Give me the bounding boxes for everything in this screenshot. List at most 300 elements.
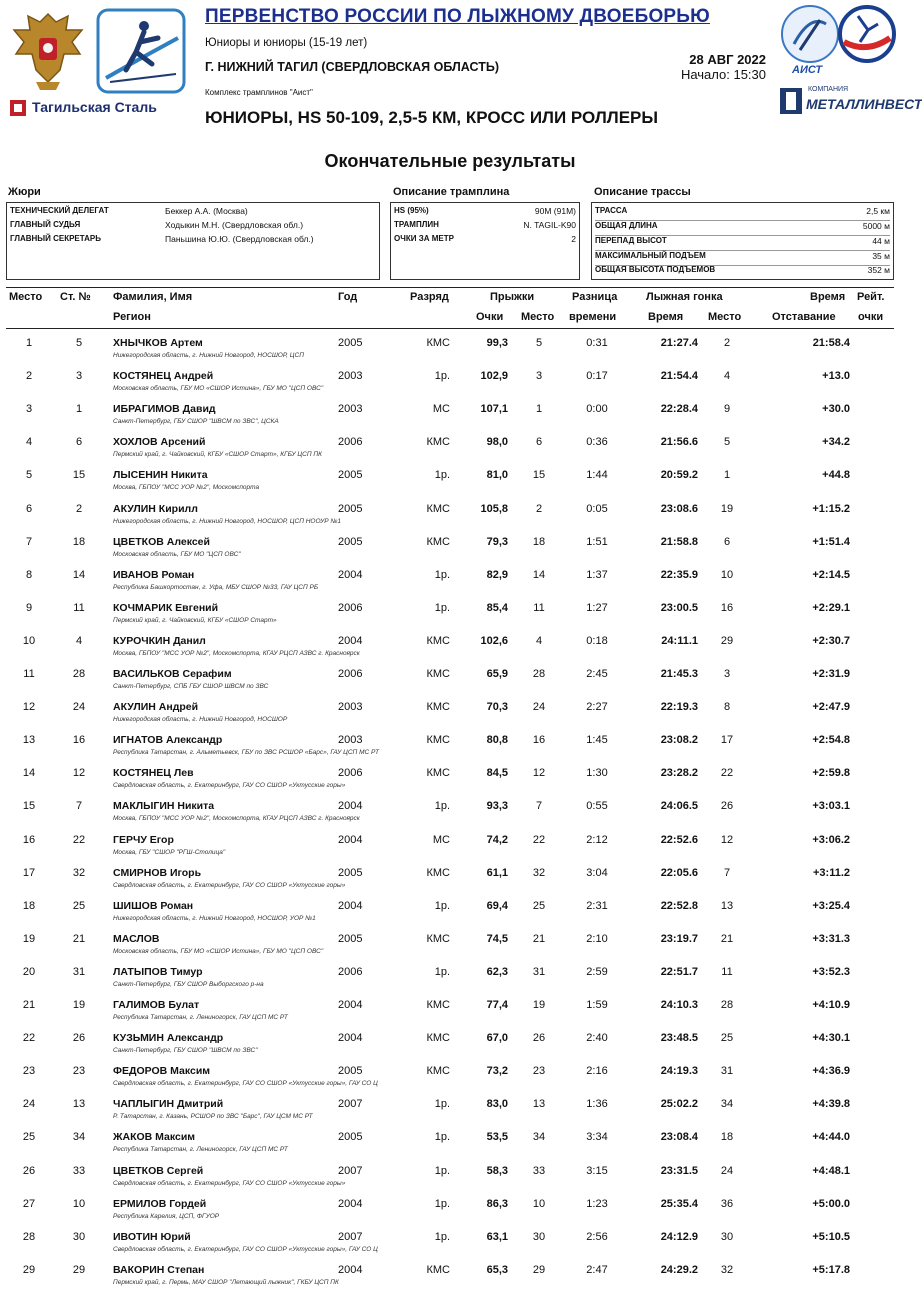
- results-title: Окончательные результаты: [324, 151, 576, 171]
- sport-rank: КМС: [426, 1032, 450, 1045]
- jump-points: 82,9: [486, 568, 508, 581]
- birth-year: 2005: [338, 932, 363, 945]
- col-ski: Лыжная гонка: [646, 291, 723, 303]
- birth-year: 2006: [338, 436, 363, 449]
- trace-value: 2,5 км: [866, 206, 890, 216]
- city: Г. НИЖНИЙ ТАГИЛ (СВЕРДЛОВСКАЯ ОБЛАСТЬ): [205, 60, 500, 74]
- jump-points: 74,5: [486, 932, 508, 945]
- hill-key: ОЧКИ ЗА МЕТР: [394, 234, 454, 243]
- athlete-name: ГАЛИМОВ Булат: [113, 999, 200, 1011]
- ski-time: 22:19.3: [660, 701, 698, 714]
- subtitle: Юниоры и юниоры (15-19 лет): [205, 37, 368, 49]
- jump-points: 70,3: [486, 701, 508, 714]
- sport-rank: 1р.: [434, 1197, 450, 1210]
- ski-time: 23:08.2: [660, 734, 698, 747]
- table-row: [0, 1260, 900, 1293]
- time-difference: 1:45: [586, 734, 608, 747]
- birth-year: 2003: [338, 701, 363, 714]
- jump-points: 63,1: [486, 1230, 508, 1243]
- trace-row: [595, 265, 890, 279]
- birth-year: 2007: [338, 1230, 363, 1243]
- time-difference: 1:36: [586, 1098, 608, 1111]
- jump-place: 4: [535, 634, 543, 647]
- birth-year: 2006: [338, 601, 363, 614]
- birth-year: 2007: [338, 1164, 363, 1177]
- jump-points: 93,3: [486, 800, 508, 813]
- birth-year: 2006: [338, 668, 363, 680]
- col-jumps: Прыжки: [490, 291, 535, 303]
- place: 9: [25, 601, 33, 614]
- jump-place: 5: [535, 337, 543, 349]
- athlete-name: КУРОЧКИН Данил: [113, 634, 206, 647]
- col-ski-place: Место: [708, 311, 742, 323]
- athlete-region: Москва, ГБУ "СШОР "РГШ-Столица": [113, 848, 226, 856]
- ski-place: 5: [723, 436, 731, 449]
- athlete-name: МАСЛОВ: [113, 932, 160, 945]
- ski-place: 2: [723, 337, 731, 349]
- time-difference: 1:27: [586, 601, 608, 614]
- table-row: [0, 333, 900, 366]
- table-row: [0, 565, 900, 598]
- ski-place: 28: [720, 999, 734, 1011]
- col-bib: Ст. №: [60, 291, 91, 303]
- jump-place: 2: [535, 502, 543, 515]
- trace-key: ТРАССА: [595, 206, 628, 215]
- bib: 5: [75, 337, 83, 349]
- athlete-region: Москва, ГБПОУ "МСС УОР №2", Москомспорта, КГАУ РЦСП АЗВС г. Красноярск: [113, 649, 360, 657]
- ski-time: 23:00.5: [660, 601, 698, 614]
- jump-points: 102,6: [480, 634, 508, 647]
- ski-federation-logo: [96, 8, 186, 94]
- jump-place: 31: [532, 965, 546, 978]
- sport-rank: 1р.: [434, 965, 450, 978]
- sport-rank: КМС: [426, 767, 450, 780]
- athlete-name: ШИШОВ Роман: [113, 899, 194, 912]
- jump-points: 98,0: [486, 436, 508, 449]
- company-label: КОМПАНИЯ: [808, 86, 849, 93]
- table-row: [0, 532, 900, 565]
- birth-year: 2004: [338, 1263, 363, 1276]
- athlete-name: ИБРАГИМОВ Давид: [113, 403, 216, 416]
- place: 6: [25, 502, 33, 515]
- ski-time: 20:59.2: [660, 469, 698, 482]
- birth-year: 2005: [338, 866, 363, 879]
- russia-ski-logo: [838, 4, 896, 66]
- bib: 14: [72, 568, 86, 581]
- ski-place: 19: [720, 502, 734, 515]
- athlete-region: Р. Татарстан, г. Казань, РСШОР по ЗВС "Барс", ГАУ ЦСМ МС РТ: [113, 1113, 313, 1121]
- total-time: +4:44.0: [812, 1131, 850, 1144]
- ski-place: 32: [720, 1263, 734, 1276]
- athlete-name: ЛЫСЕНИН Никита: [113, 469, 208, 482]
- trace-value: 5000 м: [862, 221, 890, 231]
- total-time: +5:10.5: [812, 1230, 850, 1243]
- athlete-name: ЦВЕТКОВ Алексей: [113, 535, 210, 548]
- birth-year: 2003: [338, 734, 363, 747]
- trace-value: 44 м: [872, 236, 890, 246]
- athlete-name: АКУЛИН Кирилл: [113, 502, 198, 515]
- birth-year: 2007: [338, 1098, 363, 1111]
- event-date: 28 АВГ 2022: [689, 52, 766, 67]
- place: 18: [22, 899, 36, 912]
- time-difference: 0:36: [586, 436, 608, 449]
- table-row: [0, 1028, 900, 1061]
- ski-time: 25:35.4: [660, 1197, 698, 1210]
- table-row: [0, 366, 900, 399]
- ski-time: 22:05.6: [660, 866, 698, 879]
- table-row: [0, 730, 900, 763]
- time-difference: 0:18: [586, 634, 608, 647]
- athlete-region: Республика Татарстан, г. Альметьевск, ГБУ по ЗВС РСШОР «Барс», ГАУ ЦСП МС РТ: [113, 749, 379, 757]
- jump-place: 23: [532, 1065, 546, 1078]
- bib: 1: [75, 403, 83, 416]
- place: 22: [22, 1032, 36, 1045]
- trace-key: ПЕРЕПАД ВЫСОТ: [595, 236, 667, 245]
- sport-rank: МС: [432, 403, 450, 416]
- birth-year: 2004: [338, 899, 363, 912]
- ski-time: 23:19.7: [660, 932, 698, 945]
- ski-place: 10: [720, 568, 734, 581]
- athlete-name: ИГНАТОВ Александр: [113, 734, 223, 747]
- athlete-name: СМИРНОВ Игорь: [113, 866, 202, 879]
- table-row: [0, 796, 900, 829]
- place: 2: [25, 370, 33, 383]
- table-row: [0, 863, 900, 896]
- total-time: +4:48.1: [812, 1164, 850, 1177]
- bib: 19: [72, 999, 86, 1011]
- time-difference: 0:05: [586, 502, 608, 515]
- sport-rank: КМС: [426, 932, 450, 945]
- jump-place: 25: [532, 899, 546, 912]
- birth-year: 2004: [338, 999, 363, 1011]
- ski-place: 26: [720, 800, 734, 813]
- total-time: +3:06.2: [812, 833, 850, 846]
- jump-points: 79,3: [486, 535, 508, 548]
- jump-points: 65,3: [486, 1263, 508, 1276]
- ski-place: 18: [720, 1131, 734, 1144]
- jump-place: 21: [532, 932, 546, 945]
- place: 14: [22, 767, 36, 780]
- sport-rank: 1р.: [434, 1098, 450, 1111]
- sport-rank: 1р.: [434, 568, 450, 581]
- table-row: [0, 1061, 900, 1094]
- jump-points: 81,0: [486, 469, 508, 482]
- col-rating: Рейт.: [857, 291, 885, 303]
- birth-year: 2006: [338, 767, 363, 780]
- table-top-rule: [6, 287, 894, 288]
- ski-place: 1: [723, 469, 731, 482]
- place: 17: [22, 866, 36, 879]
- ski-place: 29: [720, 634, 734, 647]
- birth-year: 2004: [338, 634, 363, 647]
- place: 26: [22, 1164, 36, 1177]
- place: 7: [25, 535, 33, 548]
- table-row: [0, 631, 900, 664]
- ski-place: 7: [723, 866, 731, 879]
- bib: 25: [72, 899, 86, 912]
- bib: 3: [75, 370, 83, 383]
- birth-year: 2004: [338, 800, 363, 813]
- coat-of-arms-logo: [6, 8, 90, 94]
- bib: 2: [75, 502, 83, 515]
- sport-rank: 1р.: [434, 800, 450, 813]
- jump-points: 107,1: [480, 403, 508, 416]
- jump-place: 11: [533, 601, 545, 614]
- total-time: +2:54.8: [812, 734, 850, 747]
- jump-place: 33: [532, 1164, 546, 1177]
- page-title: ПЕРВЕНСТВО РОССИИ ПО ЛЫЖНОМУ ДВОЕБОРЬЮ: [205, 6, 710, 27]
- trace-key: МАКСИМАЛЬНЫЙ ПОДЪЕМ: [595, 251, 706, 260]
- ski-time: 21:56.6: [660, 436, 698, 449]
- birth-year: 2005: [338, 1065, 363, 1078]
- jump-points: 58,3: [486, 1164, 508, 1177]
- athlete-name: ВАСИЛЬКОВ Серафим: [113, 668, 232, 680]
- jury-box: [6, 202, 380, 280]
- athlete-region: Свердловская область, г. Екатеринбург, ГАУ СО СШОР «Уктусские горы»: [113, 881, 346, 889]
- sport-rank: КМС: [426, 734, 450, 747]
- total-time: +3:03.1: [812, 800, 850, 813]
- place: 1: [25, 337, 33, 349]
- athlete-region: Республика Карелия, ЦСП, ФГУОР: [113, 1212, 220, 1220]
- col-region: Регион: [113, 311, 151, 323]
- jump-points: 99,3: [486, 337, 508, 349]
- bib: 10: [72, 1197, 86, 1210]
- ski-time: 22:52.6: [660, 833, 698, 846]
- jump-place: 34: [532, 1131, 546, 1144]
- bib: 28: [72, 668, 86, 680]
- athlete-region: Санкт-Петербург, ГБУ СШОР "ШВСМ по ЗВС": [113, 1047, 258, 1055]
- total-time: +13.0: [822, 370, 850, 383]
- jump-points: 102,9: [480, 370, 508, 383]
- sport-rank: КМС: [426, 866, 450, 879]
- place: 3: [25, 403, 33, 416]
- athlete-name: КОЧМАРИК Евгений: [113, 601, 219, 614]
- place: 12: [22, 701, 36, 714]
- athlete-region: Московская область, ГБУ МО «СШОР Истина», ГБУ МО "ЦСП ОВС": [113, 385, 324, 393]
- col-rating-2: очки: [858, 311, 884, 323]
- jury-title: Жюри: [8, 186, 41, 198]
- bib: 22: [72, 833, 86, 846]
- birth-year: 2005: [338, 1131, 363, 1144]
- bib: 33: [72, 1164, 86, 1177]
- ski-place: 34: [720, 1098, 734, 1111]
- bib: 4: [75, 634, 83, 647]
- jury-value: Паньшина Ю.Ю. (Свердловская обл.): [165, 234, 314, 244]
- hill-box: [390, 202, 580, 280]
- ski-time: 24:11.1: [661, 634, 698, 647]
- sport-rank: 1р.: [434, 469, 450, 482]
- jump-points: 67,0: [486, 1032, 508, 1045]
- time-difference: 1:44: [586, 469, 608, 482]
- athlete-region: Нижегородская область, г. Нижний Новгород, НОСШОР, ЦСП: [113, 352, 304, 359]
- hill-key: ТРАМПЛИН: [394, 220, 439, 229]
- ski-place: 25: [720, 1032, 734, 1045]
- table-row: [0, 929, 900, 962]
- bib: 15: [72, 469, 86, 482]
- aist-logo: [780, 4, 840, 82]
- time-difference: 3:04: [586, 866, 608, 879]
- athlete-name: ГЕРЧУ Егор: [113, 833, 174, 846]
- jump-place: 30: [532, 1230, 546, 1243]
- sport-rank: КМС: [426, 1065, 450, 1078]
- trace-key: ОБЩАЯ ВЫСОТА ПОДЪЕМОВ: [595, 265, 716, 274]
- bib: 6: [75, 436, 83, 449]
- place: 11: [23, 668, 35, 680]
- total-time: +30.0: [822, 403, 850, 416]
- col-ski-time: Время: [648, 311, 684, 323]
- jury-value: Ходыкин М.Н. (Свердловская обл.): [165, 220, 304, 230]
- athlete-name: ЕРМИЛОВ Гордей: [113, 1197, 207, 1210]
- trace-row: [595, 236, 890, 251]
- birth-year: 2005: [338, 502, 363, 515]
- time-difference: 0:17: [586, 370, 608, 383]
- birth-year: 2003: [338, 370, 363, 383]
- ski-time: 22:35.9: [660, 568, 698, 581]
- athlete-name: ХОХЛОВ Арсений: [113, 436, 206, 449]
- col-year: Год: [338, 291, 358, 303]
- place: 28: [22, 1230, 36, 1243]
- athlete-region: Свердловская область, г. Екатеринбург, ГАУ СО СШОР «Уктусские горы», ГАУ СО Ц: [113, 1245, 378, 1253]
- total-time: +3:52.3: [812, 965, 850, 978]
- jump-points: 69,4: [486, 899, 508, 912]
- time-difference: 0:55: [586, 800, 608, 813]
- trace-row: [595, 251, 890, 266]
- sport-rank: 1р.: [434, 601, 450, 614]
- table-row: [0, 1194, 900, 1227]
- col-total: Время: [810, 291, 846, 303]
- place: 25: [22, 1131, 36, 1144]
- sport-rank: КМС: [426, 337, 450, 349]
- time-difference: 2:47: [586, 1263, 608, 1276]
- time-difference: 1:30: [586, 767, 608, 780]
- ski-place: 8: [723, 701, 731, 714]
- sport-rank: КМС: [426, 436, 450, 449]
- sport-rank: КМС: [426, 999, 450, 1011]
- jump-place: 12: [532, 767, 546, 780]
- ski-time: 22:52.8: [660, 899, 698, 912]
- time-difference: 3:15: [586, 1164, 608, 1177]
- table-row: [0, 1127, 900, 1160]
- athlete-region: Санкт-Петербург, ГБУ СШОР "ШВСМ по ЗВС", ЦСКА: [113, 418, 279, 426]
- jury-key: ГЛАВНЫЙ СЕКРЕТАРЬ: [10, 234, 101, 243]
- bib: 24: [72, 701, 86, 714]
- jump-points: 80,8: [486, 734, 508, 747]
- sport-rank: 1р.: [434, 1230, 450, 1243]
- sport-rank: 1р.: [434, 1131, 450, 1144]
- jump-place: 16: [532, 734, 546, 747]
- jump-place: 28: [532, 668, 546, 680]
- total-time: +3:31.3: [812, 932, 850, 945]
- time-difference: 1:23: [586, 1197, 608, 1210]
- sport-rank: КМС: [426, 634, 450, 647]
- jump-place: 14: [532, 568, 546, 581]
- ski-place: 36: [720, 1197, 734, 1210]
- athlete-name: АКУЛИН Андрей: [113, 701, 199, 714]
- birth-year: 2004: [338, 1032, 363, 1045]
- hill-key: HS (95%): [394, 206, 429, 215]
- athlete-region: Москва, ГБПОУ "МСС УОР №2", Москомспорта: [113, 484, 260, 492]
- time-difference: 0:31: [586, 337, 608, 349]
- athlete-region: Москва, ГБПОУ "МСС УОР №2", Москомспорта, КГАУ РЦСП АЗВС г. Красноярск: [113, 815, 360, 823]
- bib: 13: [72, 1098, 86, 1111]
- athlete-region: Свердловская область, г. Екатеринбург, ГАУ СО СШОР «Уктусские горы»: [113, 1179, 346, 1187]
- athlete-region: Нижегородская область, г. Нижний Новгород, НОСШОР: [113, 716, 288, 724]
- col-name: Фамилия, Имя: [113, 291, 193, 303]
- trace-row: [595, 206, 890, 221]
- hill-row: [394, 220, 576, 234]
- jump-points: 74,2: [486, 833, 508, 846]
- ski-time: 24:06.5: [660, 800, 698, 813]
- sport-rank: КМС: [426, 701, 450, 714]
- athlete-name: ВАКОРИН Степан: [113, 1263, 205, 1276]
- birth-year: 2004: [338, 568, 363, 581]
- bib: 7: [75, 800, 83, 813]
- athlete-region: Республика Татарстан, г. Лениногорск, ГАУ ЦСП МС РТ: [113, 1146, 288, 1154]
- table-row: [0, 1227, 900, 1260]
- ski-time: 24:19.3: [660, 1065, 698, 1078]
- athlete-region: Санкт-Петербург, ГБУ СШОР Выборгского р-на: [113, 980, 264, 988]
- athlete-region: Нижегородская область, г. Нижний Новгород, НОСШОР, ЦСП НООУР №1: [113, 517, 342, 525]
- athlete-name: ФЕДОРОВ Максим: [113, 1065, 211, 1078]
- place: 19: [22, 932, 36, 945]
- jump-place: 29: [532, 1263, 546, 1276]
- place: 13: [22, 734, 36, 747]
- time-difference: 2:45: [586, 668, 608, 680]
- col-place: Место: [9, 291, 43, 303]
- ski-time: 24:10.3: [660, 999, 698, 1011]
- bib: 12: [72, 767, 86, 780]
- bib: 29: [72, 1263, 86, 1276]
- table-row: [0, 1161, 900, 1194]
- table-row: [0, 697, 900, 730]
- time-difference: 2:31: [586, 899, 608, 912]
- ski-place: 11: [721, 965, 733, 978]
- jump-place: 18: [532, 535, 546, 548]
- total-time: +4:36.9: [812, 1065, 850, 1078]
- jump-place: 10: [532, 1197, 546, 1210]
- jury-key: ТЕХНИЧЕСКИЙ ДЕЛЕГАТ: [10, 206, 109, 215]
- trace-key: ОБЩАЯ ДЛИНА: [595, 221, 658, 230]
- sport-rank: КМС: [426, 1263, 450, 1276]
- birth-year: 2003: [338, 403, 363, 416]
- table-row: [0, 763, 900, 796]
- time-difference: 1:37: [586, 568, 608, 581]
- ski-place: 3: [723, 668, 731, 680]
- jump-place: 3: [535, 370, 543, 383]
- jump-points: 84,5: [486, 767, 508, 780]
- athlete-region: Пермский край, г. Пермь, МАУ СШОР "Летающий лыжник", ГКБУ ЦСП ПК: [113, 1278, 339, 1286]
- col-diff-2: времени: [569, 311, 617, 323]
- jump-points: 53,5: [486, 1131, 508, 1144]
- jury-value: Беккер А.А. (Москва): [165, 206, 248, 216]
- jump-place: 32: [532, 866, 546, 879]
- ski-time: 23:31.5: [660, 1164, 698, 1177]
- sport-rank: 1р.: [434, 1164, 450, 1177]
- sport-rank: 1р.: [434, 370, 450, 383]
- place: 21: [22, 999, 36, 1011]
- birth-year: 2005: [338, 337, 363, 349]
- ski-time: 23:28.2: [660, 767, 698, 780]
- ski-time: 25:02.2: [660, 1098, 698, 1111]
- hill-row: [394, 206, 576, 220]
- jump-points: 86,3: [486, 1197, 508, 1210]
- jump-place: 26: [532, 1032, 546, 1045]
- time-difference: 2:10: [586, 932, 608, 945]
- bib: 30: [72, 1230, 86, 1243]
- birth-year: 2006: [338, 965, 363, 978]
- total-time: +4:30.1: [812, 1032, 850, 1045]
- trace-row: [595, 221, 890, 236]
